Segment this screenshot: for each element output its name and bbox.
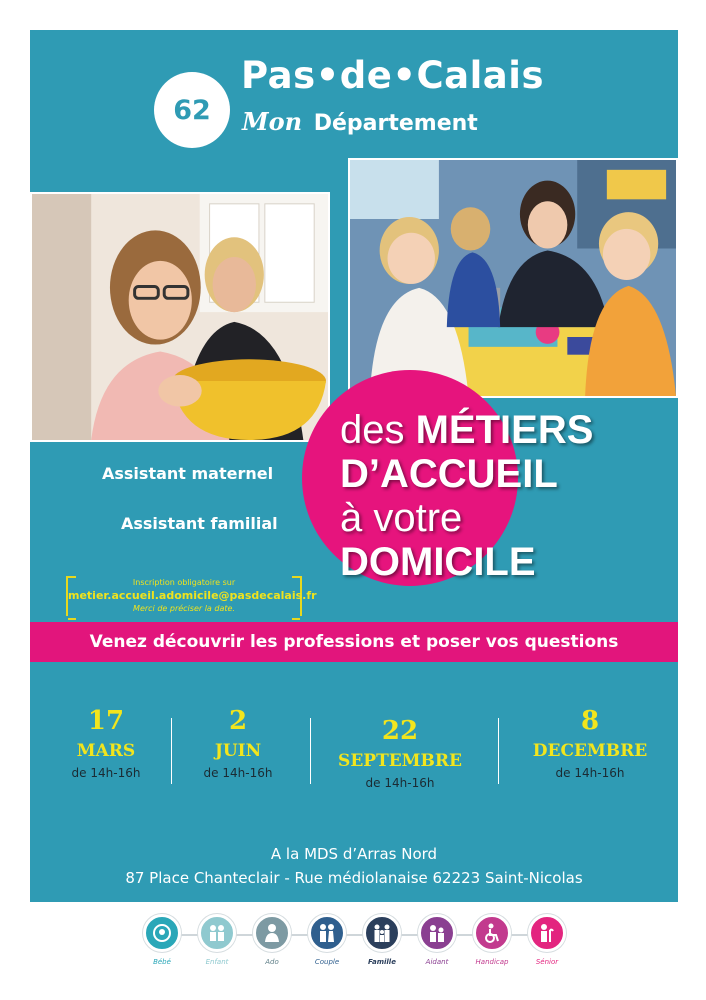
children-icon: [198, 914, 236, 952]
photo-kitchen: [30, 192, 330, 442]
session-dates: [30, 706, 678, 802]
date-time: de 14h-16h: [71, 766, 141, 780]
date-day: 22: [381, 716, 419, 746]
headline-line-3: à votre: [340, 496, 463, 540]
stage-senior: [527, 914, 567, 966]
date-month: MARS: [76, 741, 136, 761]
date-separator: [498, 718, 499, 784]
date-item: [180, 706, 296, 780]
date-item: [510, 706, 670, 780]
stage-label: Bébé: [153, 958, 171, 966]
wheelchair-icon: [473, 914, 511, 952]
date-month: DECEMBRE: [532, 741, 648, 761]
stage-label: Famille: [368, 958, 396, 966]
headline-line-4: DOMICILE: [340, 540, 536, 584]
address-line-2: 87 Place Chanteclair - Rue médiolanaise 62223 Saint-Nicolas: [125, 869, 583, 887]
event-address: [30, 842, 678, 890]
logo-number: 62: [173, 94, 211, 126]
inscription-note: Merci de préciser la date.: [133, 604, 235, 613]
headline: [340, 408, 593, 584]
address-line-1: A la MDS d’Arras Nord: [270, 845, 438, 863]
photo-kitchen-illustration: [32, 194, 328, 440]
stage-handicap: [472, 914, 512, 966]
stage-famille: [362, 914, 402, 966]
stage-aidant: [417, 914, 457, 966]
stage-label: Aidant: [425, 958, 449, 966]
stage-label: Ado: [265, 958, 279, 966]
role-assistant-familial: Assistant familial: [121, 514, 278, 533]
stage-label: Sénior: [535, 958, 559, 966]
date-day: 17: [87, 706, 125, 736]
date-separator: [310, 718, 311, 784]
teen-icon: [253, 914, 291, 952]
stage-couple: [307, 914, 347, 966]
stage-bebe: [142, 914, 182, 966]
stage-enfant: [197, 914, 237, 966]
stage-label: Enfant: [205, 958, 229, 966]
date-day: 8: [580, 706, 600, 736]
date-time: de 14h-16h: [365, 776, 435, 790]
caregiver-icon: [418, 914, 456, 952]
poster: [30, 30, 678, 902]
brand-sub-departement: Département: [313, 111, 478, 136]
inscription-email-link[interactable]: metier.accueil.adomicile@pasdecalais.fr: [68, 589, 317, 602]
photo-children-illustration: [350, 160, 676, 396]
photo-children-playing: [348, 158, 678, 398]
date-month: SEPTEMBRE: [338, 751, 462, 771]
role-assistant-maternel: Assistant maternel: [102, 464, 274, 483]
stage-ado: [252, 914, 292, 966]
life-stages-bar: [142, 914, 566, 974]
stage-label: Handicap: [475, 958, 509, 966]
date-time: de 14h-16h: [203, 766, 273, 780]
date-day: 2: [228, 706, 248, 736]
invitation-banner: Venez découvrir les professions et poser vos questions: [30, 622, 678, 662]
date-item: [320, 716, 480, 790]
date-month: JUIN: [214, 741, 262, 761]
couple-icon: [308, 914, 346, 952]
inscription-box: [66, 576, 317, 616]
date-item: [48, 706, 164, 780]
photo-credit-vertical: [662, 450, 670, 600]
brand-subtitle: [242, 107, 478, 136]
date-separator: [171, 718, 172, 784]
brand-name: Pas•de•Calais: [241, 54, 544, 97]
headline-line-1: des MÉTIERS: [340, 408, 594, 452]
family-icon: [363, 914, 401, 952]
senior-icon: [528, 914, 566, 952]
stage-label: Couple: [314, 958, 340, 966]
date-time: de 14h-16h: [555, 766, 625, 780]
department-logo-badge: [154, 72, 230, 148]
baby-icon: [143, 914, 181, 952]
inscription-label: Inscription obligatoire sur: [132, 578, 236, 587]
brand-sub-mon: Mon: [242, 107, 303, 136]
headline-line-2: D’ACCUEIL: [340, 452, 558, 496]
